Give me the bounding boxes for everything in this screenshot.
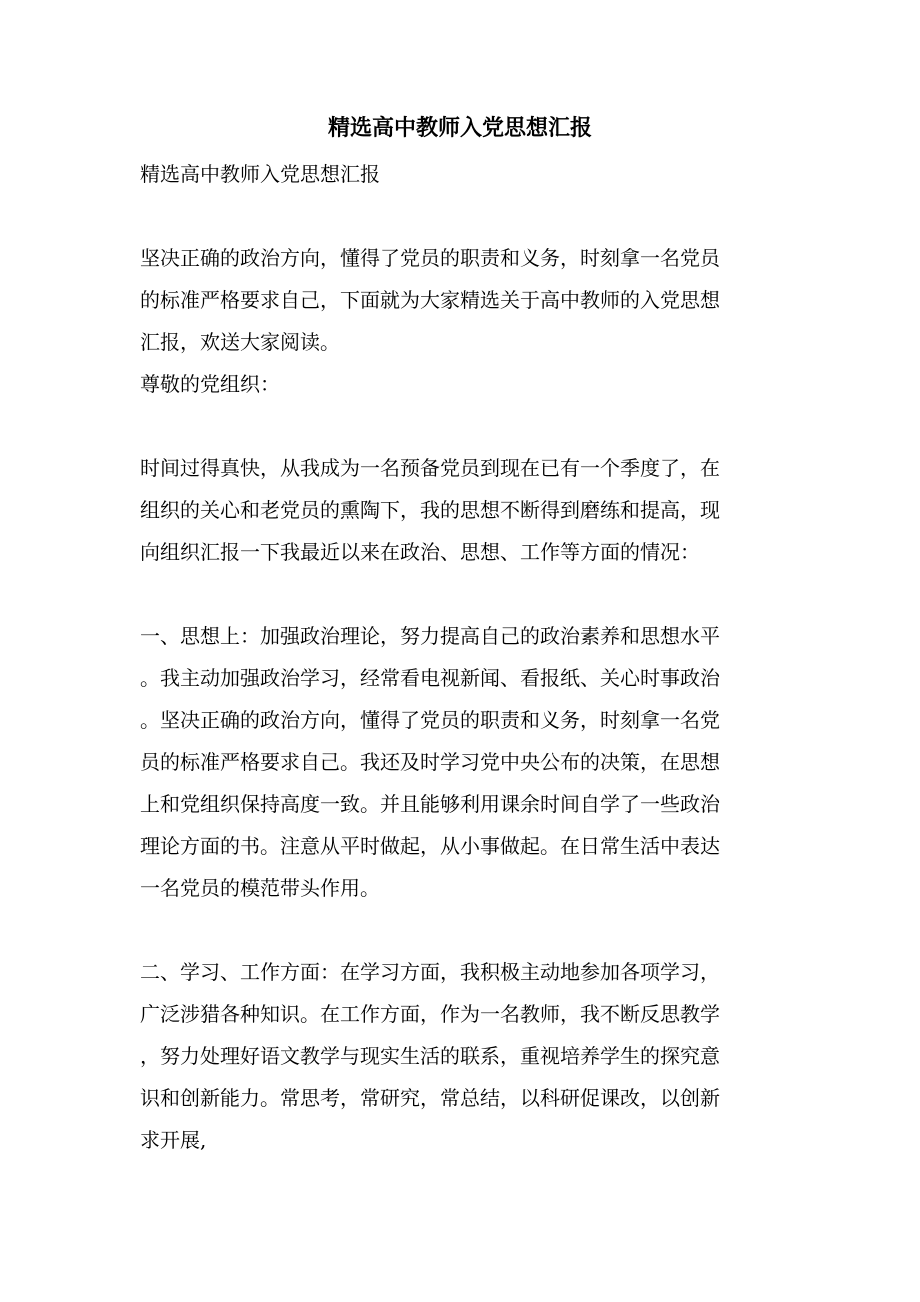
text-line: 二、学习、工作方面：在学习方面，我积极主动地参加各项学习， (140, 960, 720, 984)
text-line: 理论方面的书。注意从平时做起，从小事做起。在日常生活中表达 (140, 834, 720, 858)
text-line: 尊敬的党组织： (140, 372, 280, 396)
text-line: 时间过得真快，从我成为一名预备党员到现在已有一个季度了，在 (140, 456, 720, 480)
salutation (140, 363, 780, 405)
body-paragraph (140, 447, 780, 573)
text-line: 汇报，欢送大家阅读。 (140, 330, 340, 354)
document-subtitle: 精选高中教师入党思想汇报 (140, 162, 380, 186)
text-line: 一名党员的模范带头作用。 (140, 876, 380, 900)
text-line: 的标准严格要求自己，下面就为大家精选关于高中教师的入党思想 (140, 288, 720, 312)
text-line: 组织的关心和老党员的熏陶下，我的思想不断得到磨练和提高，现 (140, 498, 720, 522)
text-line: ，努力处理好语文教学与现实生活的联系，重视培养学生的探究意 (140, 1044, 720, 1068)
document-title: 精选高中教师入党思想汇报 (327, 115, 592, 141)
text-line: 。我主动加强政治学习，经常看电视新闻、看报纸、关心时事政治 (140, 666, 720, 690)
text-line: 员的标准严格要求自己。我还及时学习党中央公布的决策，在思想 (140, 750, 720, 774)
section-one-paragraph (140, 615, 780, 909)
text-line: 求开展, (140, 1128, 207, 1152)
text-line: 一、思想上：加强政治理论，努力提高自己的政治素养和思想水平 (140, 624, 720, 648)
text-line: 坚决正确的政治方向，懂得了党员的职责和义务，时刻拿一名党员 (140, 246, 720, 270)
intro-paragraph (140, 237, 780, 363)
text-line: 广泛涉猎各种知识。在工作方面，作为一名教师，我不断反思教学 (140, 1002, 720, 1026)
text-line: 向组织汇报一下我最近以来在政治、思想、工作等方面的情况： (140, 540, 700, 564)
text-line: 识和创新能力。常思考，常研究，常总结，以科研促课改，以创新 (140, 1086, 720, 1110)
text-line: 。坚决正确的政治方向，懂得了党员的职责和义务，时刻拿一名党 (140, 708, 720, 732)
text-line: 上和党组织保持高度一致。并且能够利用课余时间自学了一些政治 (140, 792, 720, 816)
section-two-paragraph (140, 951, 780, 1161)
